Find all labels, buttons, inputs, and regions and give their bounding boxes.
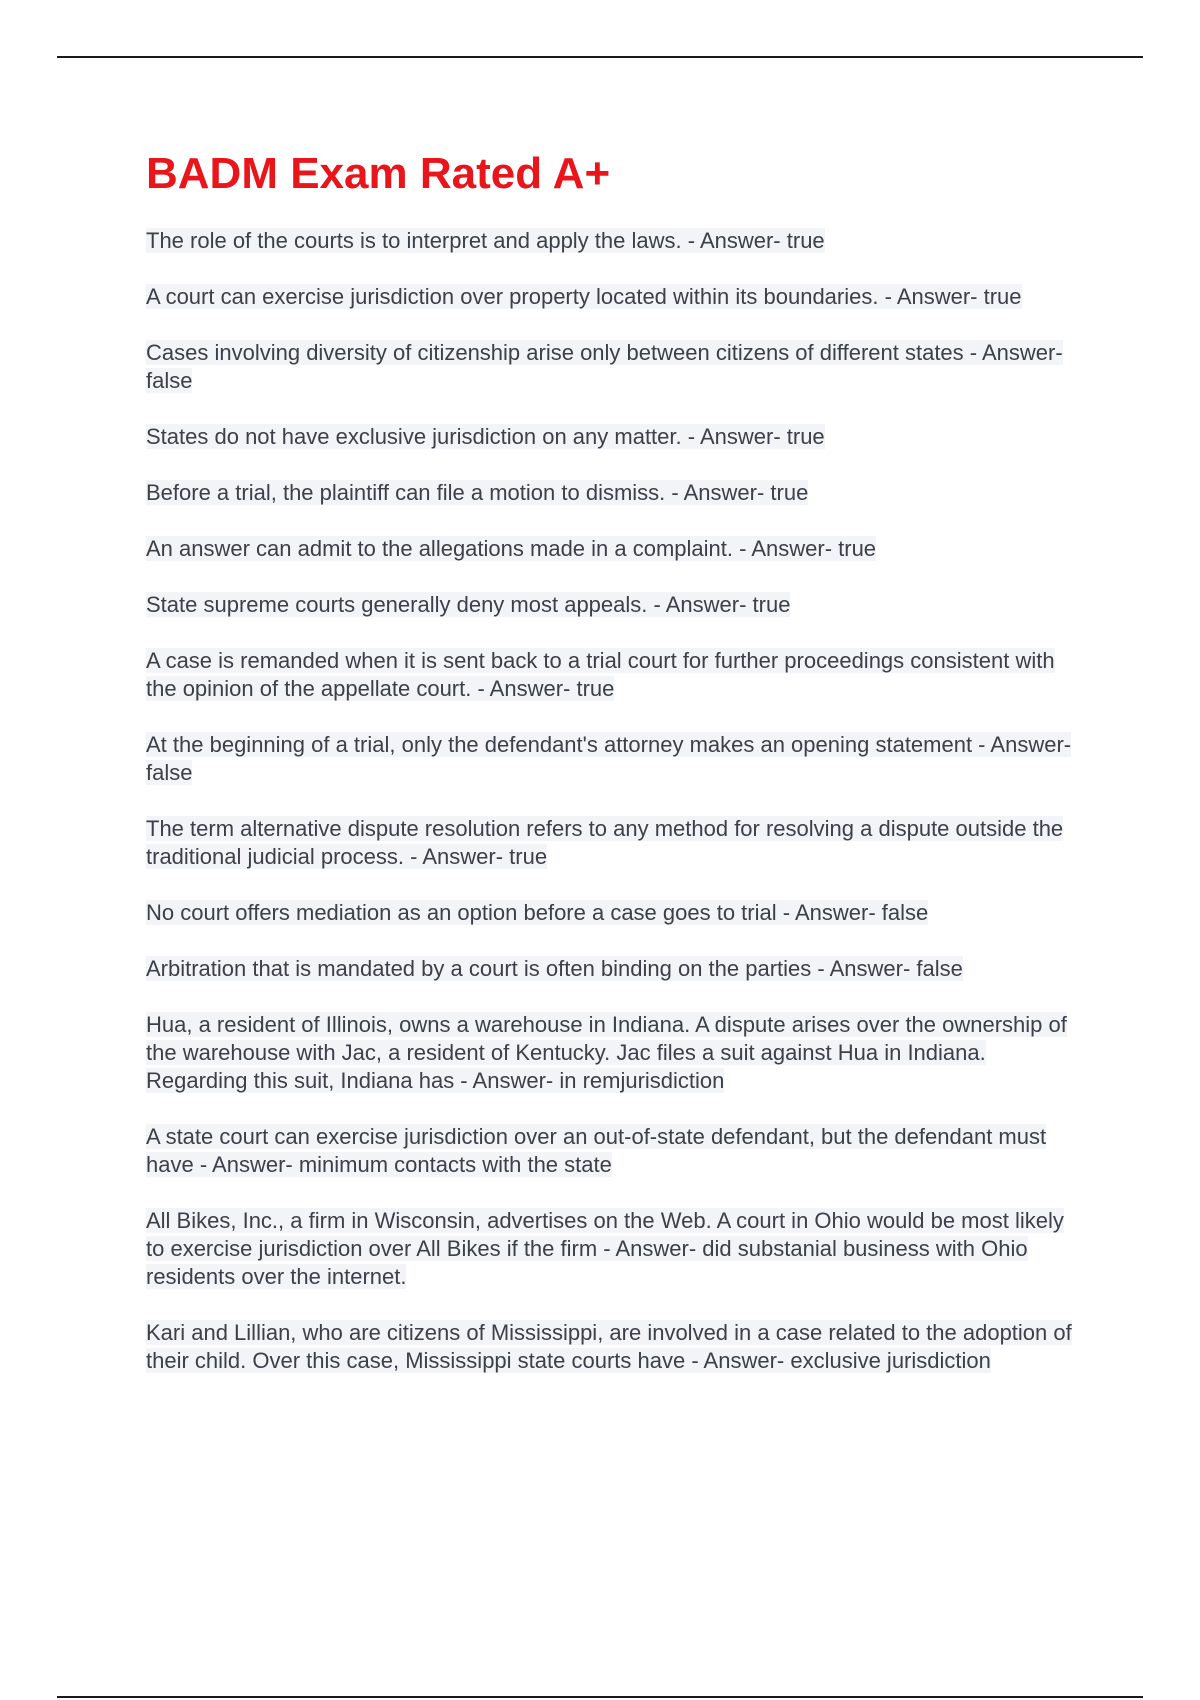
- qa-item: [146, 1207, 1086, 1291]
- qa-item: [146, 227, 1086, 255]
- qa-item: [146, 479, 1086, 507]
- qa-text: The role of the courts is to interpret and apply the laws. - Answer- true: [146, 228, 825, 253]
- qa-item: [146, 591, 1086, 619]
- qa-text: States do not have exclusive jurisdiction on any matter. - Answer- true: [146, 424, 825, 449]
- qa-text: A case is remanded when it is sent back to a trial court for further proceedings consistent with the opinion of the appellate court. - Answer- true: [146, 648, 1055, 701]
- qa-text: State supreme courts generally deny most appeals. - Answer- true: [146, 592, 791, 617]
- qa-item: [146, 1319, 1086, 1375]
- qa-text: Arbitration that is mandated by a court is often binding on the parties - Answer- false: [146, 956, 963, 981]
- qa-item: [146, 731, 1086, 787]
- qa-item: [146, 815, 1086, 871]
- qa-item: [146, 899, 1086, 927]
- footer-rule: [57, 1696, 1143, 1698]
- header-rule: [57, 56, 1143, 58]
- qa-text: A state court can exercise jurisdiction over an out-of-state defendant, but the defendant must have - Answer- minimum contacts with the state: [146, 1124, 1047, 1177]
- qa-item: [146, 339, 1086, 395]
- qa-item: [146, 535, 1086, 563]
- qa-text: Hua, a resident of Illinois, owns a warehouse in Indiana. A dispute arises over the ownership of the warehouse with Jac, a resident of Kentucky. Jac files a suit against Hua in Indiana. Regarding this suit, Indiana has - Answer- in remjurisdiction: [146, 1012, 1067, 1093]
- qa-text: The term alternative dispute resolution refers to any method for resolving a dispute outside the traditional judicial process. - Answer- true: [146, 816, 1064, 869]
- qa-text: Before a trial, the plaintiff can file a motion to dismiss. - Answer- true: [146, 480, 809, 505]
- qa-item: [146, 423, 1086, 451]
- qa-text: At the beginning of a trial, only the defendant's attorney makes an opening statement - Answer- false: [146, 732, 1072, 785]
- qa-item: [146, 955, 1086, 983]
- qa-text: All Bikes, Inc., a firm in Wisconsin, advertises on the Web. A court in Ohio would be most likely to exercise jurisdiction over All Bikes if the firm - Answer- did substanial business with Ohio residents over the internet.: [146, 1208, 1064, 1289]
- qa-text: An answer can admit to the allegations made in a complaint. - Answer- true: [146, 536, 877, 561]
- qa-item: [146, 1123, 1086, 1179]
- qa-text: A court can exercise jurisdiction over property located within its boundaries. - Answer- true: [146, 284, 1022, 309]
- qa-item: [146, 283, 1086, 311]
- qa-item: [146, 1011, 1086, 1095]
- qa-text: Cases involving diversity of citizenship arise only between citizens of different states - Answer- false: [146, 340, 1063, 393]
- qa-text: Kari and Lillian, who are citizens of Mississippi, are involved in a case related to the adoption of their child. Over this case, Mississippi state courts have - Answer- exclusive jurisdiction: [146, 1320, 1072, 1373]
- document-title: BADM Exam Rated A+: [146, 149, 611, 198]
- document-body: [146, 146, 1086, 1403]
- qa-text: No court offers mediation as an option before a case goes to trial - Answer- false: [146, 900, 929, 925]
- qa-list: [146, 227, 1086, 1375]
- qa-item: [146, 647, 1086, 703]
